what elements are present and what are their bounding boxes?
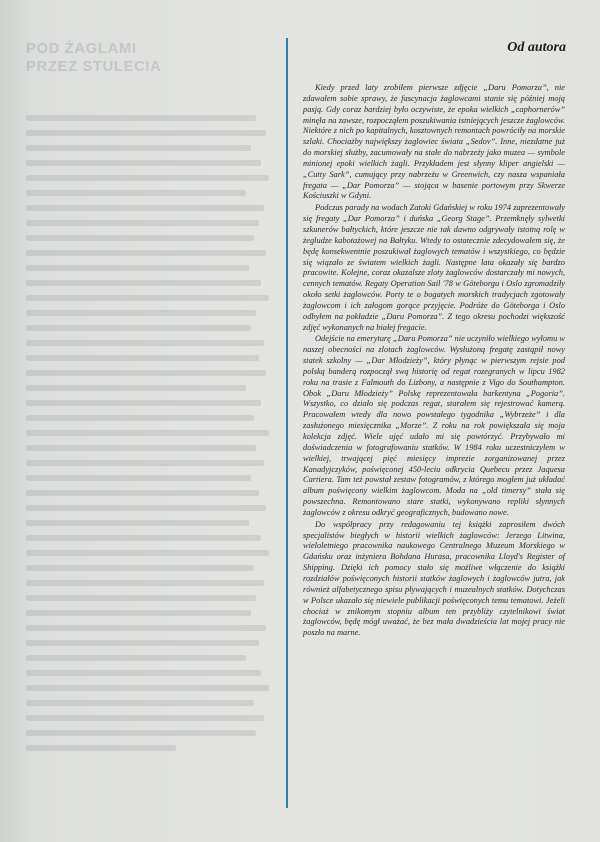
ghost-heading-line-1: POD ŻAGLAMI (26, 40, 137, 57)
body-text (303, 83, 565, 640)
page-title: Od autora (507, 40, 566, 55)
paragraph-1: Kiedy przed laty zrobiłem pierwsze zdjęcie „Daru Pomorza”, nie zdawałem sobie sprawy, że fascynacja żaglowcami stanie się później moją pasją. Gdy coraz bardziej było oczywiste, że epoka wielkich „caphornerów” minęła na zawsze, rozpocząłem poszukiwania istniejących jeszcze żaglowców. Niektóre z nich po kapitalnych, kosztownych remontach powróciły na morskie szlaki. Chociażby największy żaglowiec świata „Sedov”. Inne, niezdatne już do morskiej służby, zacumowały na stałe do nabrzeży jako muzea — symbole minionej epoki wielkich żagli. Przykładem jest słynny kliper angielski — „Cutty Sark”, cumujący przy nabrzeżu w Greenwich, czy nasza wspaniała fregata — „Dar Pomorza” — stojąca w basenie portowym przy Skwerze Kościuszki w Gdyni. (303, 83, 565, 201)
paragraph-4: Do współpracy przy redagowaniu tej książki zaprosiłem dwóch specjalistów biegłych w historii wielkich żaglowców: Jerzego Litwina, wieloletniego pracownika naukowego Centralnego Muzeum Morskiego w Gdańsku oraz inżyniera Bohdana Hurasa, pracownika Lloyd's Register of Shipping. Dzięki ich pomocy stało się możliwe włączenie do książki rozdziałów poświęconych historii statków żaglowych i żaglowców jutra, jak również alfabetycznego spisu pływających i muzealnych statków. Dotychczas w Polsce ukazało się niewiele publikacji poświęconych temu tematowi. Jeżeli chociaż w znikomym stopniu album ten przybliży czytelnikowi świat żaglowców, będę mógł uważać, że bez mała dwadzieścia lat mojej pracy nie poszło na marne. (303, 519, 565, 638)
paragraph-3: Odejście na emeryturę „Daru Pomorza” nie uczyniło wielkiego wyłomu w naszej obecności na zlotach żaglowców. Wysłużoną fregatę zastąpił nowy statek szkolny — „Dar Młodzieży”, który płynąc w pierwszym rejsie pod polską banderą rozpoczął swą historię od regat rozegranych w lipcu 1982 roku na trasie z Falmouth do Lizbony, a następnie z Vigo do Southampton. Obok „Daru Młodzieży” Polskę reprezentowała barkentyna „Pogoria”. Wszystko, co działo się podczas regat, starałem się rejestrować kamerą. Pracowałem wtedy dla nowo powstałego tygodnika „Wybrzeże” i dla zasłużonego miesięcznika „Morze”. Z roku na rok powiększała się moja kolekcja zdjęć. Wiele ujęć udało mi się powtórzyć. Przybywało mi doświadczenia w fotografowaniu statków. W 1984 roku uczestniczyłem w wielkiej, trwającej pięć miesięcy imprezie zorganizowanej przez Kanadyjczyków, poświęconej 450-leciu odkrycia Quebecu przez Jaquesa Cartiera. Tam też powstał zestaw fotogramów, z którego mogłem już układać album poświęcony wielkim żaglowcom. Moda na „old timersy” stała się powszechna. Remontowano stare statki, wykonywano repliki słynnych żaglowców z okresu odkryć geograficznych, budowano nowe. (303, 334, 565, 517)
vertical-rule (286, 38, 288, 808)
paragraph-2: Podczas parady na wodach Zatoki Gdańskiej w roku 1974 zaprezentowały się fregaty „Dar Pomorza” i duńska „Georg Stage”. Przemknęły sylwetki szkunerów bałtyckich, które jeszcze nie tak dawno odgrywały istotną rolę w żegludze kabotażowej na Bałtyku. Wtedy to ostatecznie zdecydowałem się, że będę konsekwentnie poszukiwał żaglowych tematów i wszystkiego, co będzie się wiązało ze światem wielkich żagli. Następne lata okazały się bardzo pracowite. Kolejne, coraz okazalsze zloty żaglowców dostarczały mi nowych, cennych tematów. Regaty Operation Sail '78 w Göteborgu i Oslo zgromadziły około setki żaglowców. Porty te o bogatych morskich tradycjach zgotowały żaglowcom i ich załogom gorące przyjęcie. Podróże do Göteborga i Oslo odbyłem na pokładzie „Daru Pomorza”. Z tego okresu pochodzi większość zdjęć wykonanych na białej fregacie. (303, 203, 565, 332)
ghost-heading-line-2: PRZEZ STULECIA (26, 58, 162, 75)
show-through-facing-page (26, 40, 276, 820)
